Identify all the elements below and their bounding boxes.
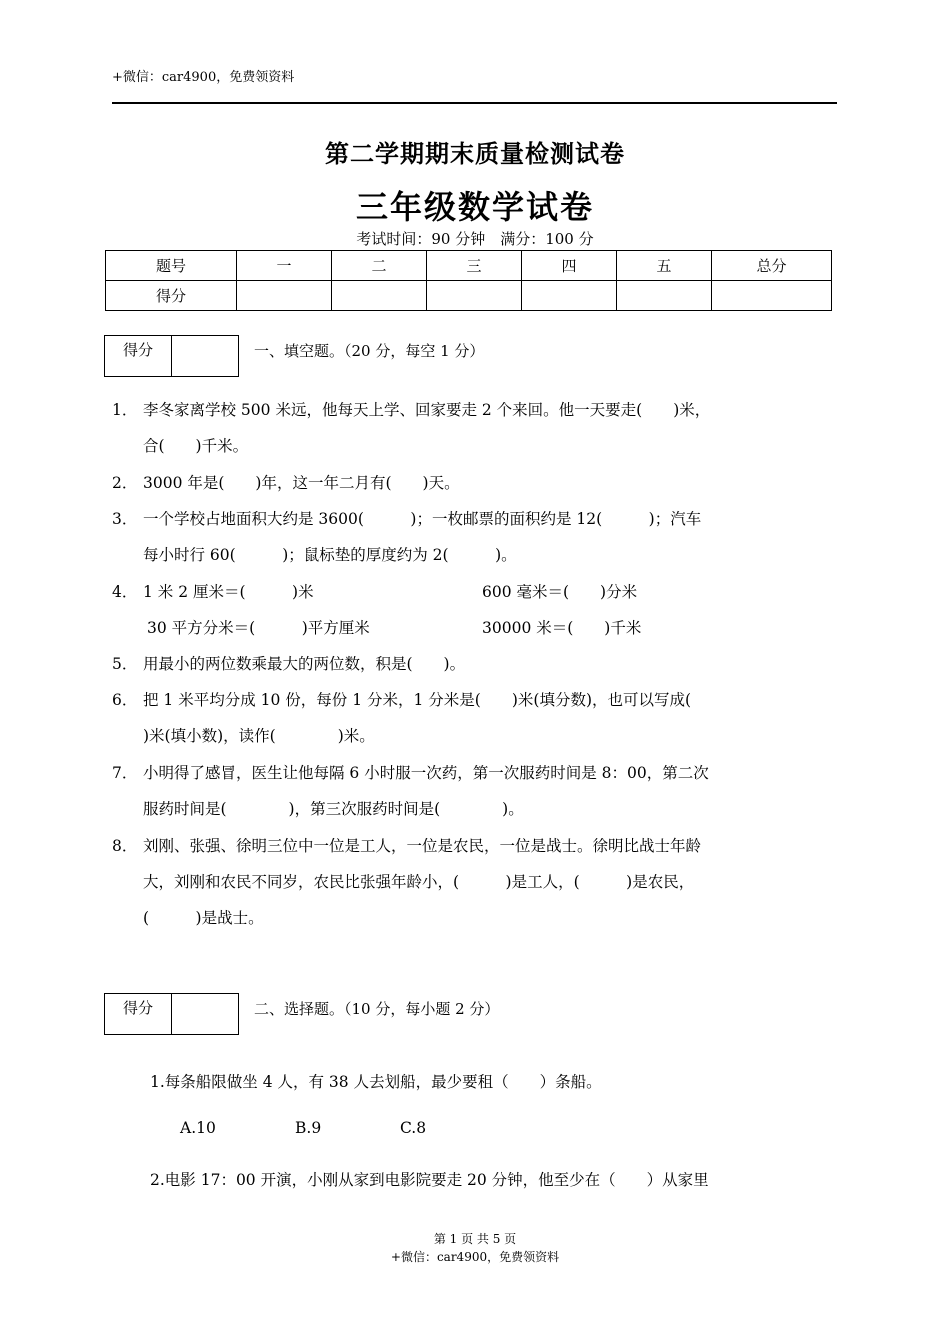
score-col-4: 四 bbox=[522, 251, 617, 281]
question-number: 3． bbox=[112, 510, 138, 528]
question-number: 6． bbox=[112, 691, 138, 709]
header-note: +微信：car4900，免费领资料 bbox=[112, 70, 295, 85]
exam-subtitle: 三年级数学试卷 bbox=[355, 188, 594, 226]
exam-info: 考试时间：90 分钟 满分：100 分 bbox=[356, 230, 594, 248]
choice-option-b: B.9 bbox=[295, 1119, 322, 1137]
question-text: )米(填小数)，读作( )米。 bbox=[143, 727, 375, 745]
question-1 bbox=[112, 392, 842, 464]
question-text: 30 平方分米＝( )平方厘米 bbox=[147, 619, 370, 637]
question-text: 用最小的两位数乘最大的两位数，积是( )。 bbox=[143, 655, 466, 673]
score-col-5: 五 bbox=[617, 251, 712, 281]
score-col-label: 题号 bbox=[106, 251, 237, 281]
section2-score-label: 得分 bbox=[105, 994, 172, 1034]
choice-question-1: 1.每条船限做坐 4 人，有 38 人去划船，最少要租（ ）条船。 bbox=[150, 1073, 602, 1091]
question-text-right: 600 毫米＝( )分米 bbox=[482, 583, 638, 601]
question-text: ( )是战士。 bbox=[143, 909, 264, 927]
score-cell bbox=[522, 281, 617, 311]
score-cell bbox=[712, 281, 832, 311]
question-number: 7． bbox=[112, 764, 138, 782]
score-table bbox=[105, 250, 832, 311]
score-table-score-row bbox=[106, 281, 832, 311]
question-text: 刘刚、张强、徐明三位中一位是工人，一位是农民，一位是战士。徐明比战士年龄 bbox=[143, 837, 702, 855]
page-number: 第 1 页 共 5 页 bbox=[433, 1232, 517, 1246]
question-text: 1 米 2 厘米＝( )米 bbox=[143, 583, 314, 601]
question-4 bbox=[112, 574, 842, 646]
footer-note: +微信：car4900，免费领资料 bbox=[390, 1250, 560, 1264]
choice-option-a: A.10 bbox=[180, 1119, 216, 1137]
section2-title: 二、选择题。（10 分，每小题 2 分） bbox=[254, 1000, 500, 1018]
question-number: 4． bbox=[112, 583, 138, 601]
question-text: 大，刘刚和农民不同岁，农民比张强年龄小，( )是工人，( )是农民， bbox=[143, 873, 695, 891]
exam-title: 第二学期期末质量检测试卷 bbox=[325, 139, 625, 168]
score-col-3: 三 bbox=[427, 251, 522, 281]
score-col-2: 二 bbox=[332, 251, 427, 281]
question-number: 1． bbox=[112, 401, 138, 419]
question-text: 每小时行 60( )；鼠标垫的厚度约为 2( )。 bbox=[143, 546, 517, 564]
score-table-header-row bbox=[106, 251, 832, 281]
question-text-right: 30000 米＝( )千米 bbox=[482, 619, 642, 637]
header-rule bbox=[112, 102, 837, 104]
choice-option-c: C.8 bbox=[400, 1119, 427, 1137]
question-5 bbox=[112, 646, 842, 682]
question-3 bbox=[112, 501, 842, 573]
question-text: 一个学校占地面积大约是 3600( )；一枚邮票的面积约是 12( )；汽车 bbox=[143, 510, 702, 528]
score-col-total: 总分 bbox=[712, 251, 832, 281]
question-number: 5． bbox=[112, 655, 138, 673]
choice-question-2: 2.电影 17：00 开演，小刚从家到电影院要走 20 分钟，他至少在（ ）从家里 bbox=[150, 1171, 709, 1189]
question-text: 李冬家离学校 500 米远，他每天上学、回家要走 2 个来回。他一天要走( )米， bbox=[143, 401, 711, 419]
section1-score-label: 得分 bbox=[105, 336, 172, 376]
question-7 bbox=[112, 755, 842, 827]
section1-title: 一、填空题。（20 分，每空 1 分） bbox=[254, 342, 485, 360]
question-6 bbox=[112, 682, 842, 754]
question-text: 3000 年是( )年，这一年二月有( )天。 bbox=[143, 474, 460, 492]
score-cell bbox=[237, 281, 332, 311]
score-row-label: 得分 bbox=[106, 281, 237, 311]
question-text: 把 1 米平均分成 10 份，每份 1 分米，1 分米是( )米(填分数)，也可以写成( bbox=[143, 691, 692, 709]
score-cell bbox=[332, 281, 427, 311]
score-cell bbox=[427, 281, 522, 311]
question-8 bbox=[112, 828, 842, 936]
question-2 bbox=[112, 465, 842, 501]
question-text: 服药时间是( )，第三次服药时间是( )。 bbox=[143, 800, 524, 818]
question-number: 8． bbox=[112, 837, 138, 855]
score-col-1: 一 bbox=[237, 251, 332, 281]
question-number: 2． bbox=[112, 474, 138, 492]
question-text: 合( )千米。 bbox=[143, 437, 249, 455]
section1-score-box bbox=[104, 335, 239, 377]
section2-score-box bbox=[104, 993, 239, 1035]
question-text: 小明得了感冒，医生让他每隔 6 小时服一次药，第一次服药时间是 8：00，第二次 bbox=[143, 764, 709, 782]
score-cell bbox=[617, 281, 712, 311]
